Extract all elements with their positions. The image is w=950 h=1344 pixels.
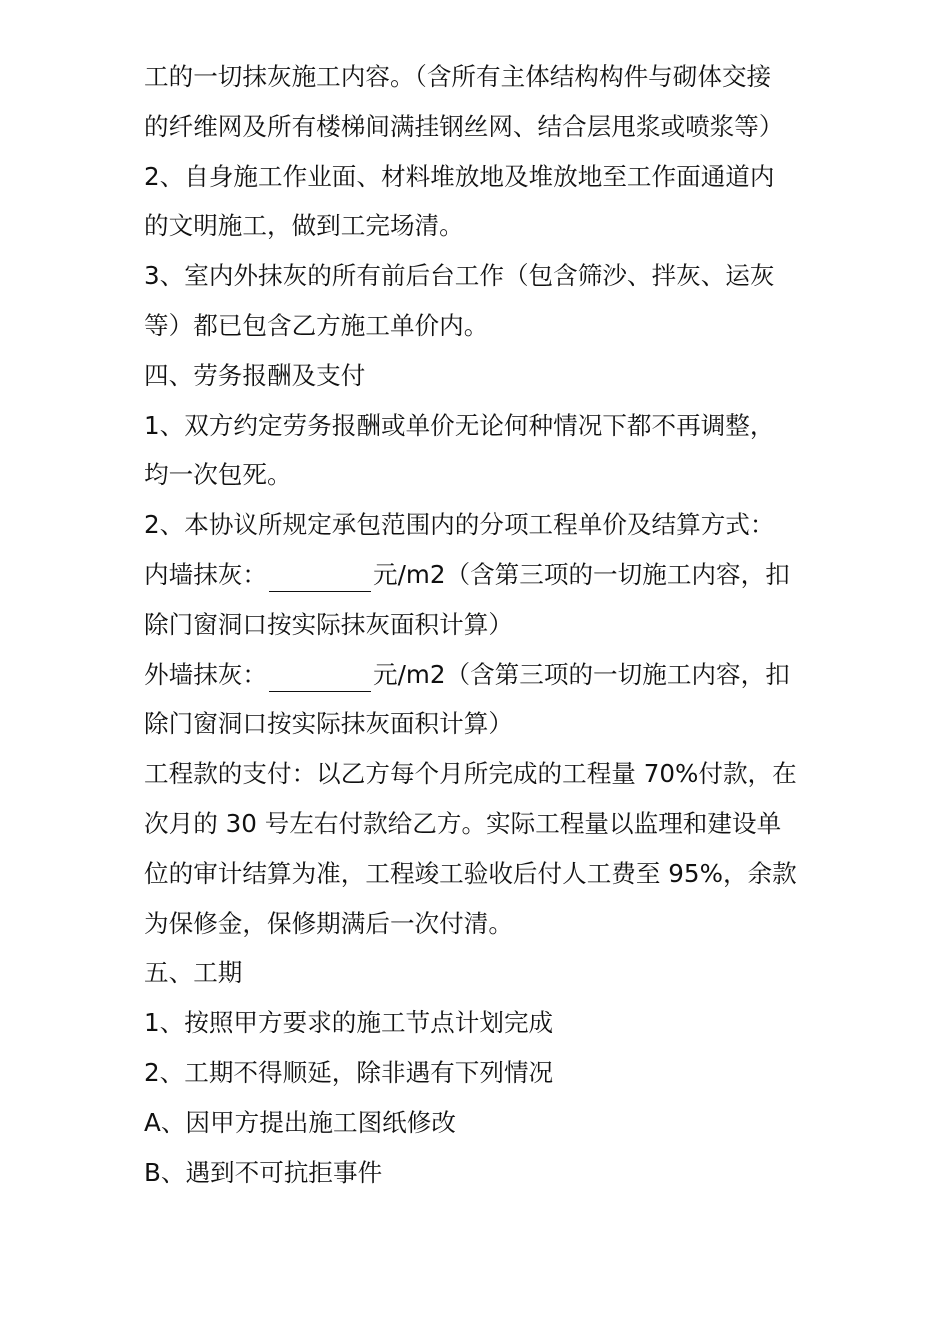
text-line: A、因甲方提出施工图纸修改 [144, 1107, 456, 1137]
section-heading-4: 四、劳务报酬及支付 [144, 360, 366, 390]
section-heading-5: 五、工期 [144, 958, 243, 988]
text-line: 除门窗洞口按实际抹灰面积计算） [144, 609, 513, 639]
outer-wall-rest: 元/m2（含第三项的一切施工内容，扣 [372, 659, 790, 689]
text-line: 为保修金，保修期满后一次付清。 [144, 908, 513, 938]
text-line: 均一次包死。 [144, 460, 292, 490]
text-line: 的纤维网及所有楼梯间满挂钢丝网、结合层甩浆或喷浆等） [144, 111, 784, 141]
text-line: 位的审计结算为准，工程竣工验收后付人工费至 95%，余款 [144, 858, 797, 888]
outer-wall-price-line [144, 650, 812, 700]
text-line: 次月的 30 号左右付款给乙方。实际工程量以监理和建设单 [144, 808, 782, 838]
text-line: 3、室内外抹灰的所有前后台工作（包含筛沙、拌灰、运灰 [144, 261, 775, 291]
text-line: 工的一切抹灰施工内容。（含所有主体结构构件与砌体交接 [144, 62, 772, 91]
text-line: 2、本协议所规定承包范围内的分项工程单价及结算方式： [144, 510, 775, 540]
inner-wall-price-blank [269, 567, 371, 592]
inner-wall-price-line [144, 550, 812, 600]
text-line: 1、按照甲方要求的施工节点计划完成 [144, 1008, 554, 1038]
text-line: B、遇到不可抗拒事件 [144, 1157, 383, 1187]
inner-wall-label: 内墙抹灰： [144, 559, 267, 589]
text-line: 的文明施工，做到工完场清。 [144, 211, 464, 241]
outer-wall-label: 外墙抹灰： [144, 659, 267, 689]
text-line: 等）都已包含乙方施工单价内。 [144, 310, 489, 340]
text-line: 2、自身施工作业面、材料堆放地及堆放地至工作面通道内 [144, 161, 775, 191]
text-line: 除门窗洞口按实际抹灰面积计算） [144, 709, 513, 739]
text-line: 1、双方约定劳务报酬或单价无论何种情况下都不再调整， [144, 410, 775, 440]
contract-text [144, 52, 812, 1197]
text-line: 2、工期不得顺延，除非遇有下列情况 [144, 1057, 554, 1087]
inner-wall-rest: 元/m2（含第三项的一切施工内容，扣 [372, 559, 790, 589]
outer-wall-price-blank [269, 667, 371, 692]
text-line: 工程款的支付：以乙方每个月所完成的工程量 70%付款，在 [144, 759, 797, 789]
